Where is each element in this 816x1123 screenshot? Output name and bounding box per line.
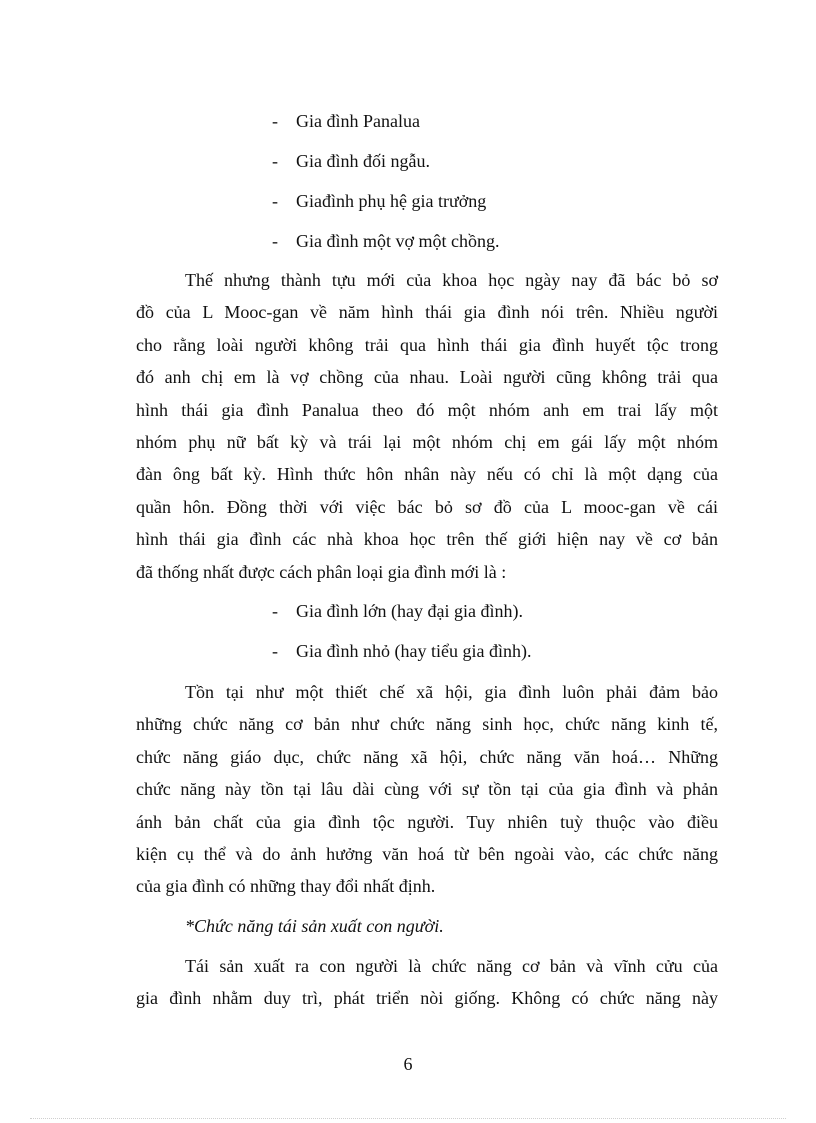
family-types-list (272, 101, 500, 261)
list-item: - Giađình phụ hệ gia trưởng (272, 181, 500, 221)
list-item: - Gia đình một vợ một chồng. (272, 221, 500, 261)
family-classification-list (272, 591, 531, 671)
list-item: - Gia đình lớn (hay đại gia đình). (272, 591, 531, 631)
paragraph-family-functions: Tồn tại như một thiết chế xã hội, gia đình luôn phải đảm bảo những chức năng cơ bản như chức năng sinh học, chức năng kinh tế, chức năng giáo dục, chức năng xã hội, chức năng văn hoá… Những chức năng này tồn tại lâu dài cùng với sự tồn tại của gia đình và phản ánh bản chất của gia đình tộc người. Tuy nhiên tuỳ thuộc vào điều kiện cụ thể và do ảnh hưởng văn hoá từ bên ngoài vào, các chức năng của gia đình có những thay đổi nhất định. (136, 682, 718, 897)
list-item: - Gia đình nhỏ (hay tiểu gia đình). (272, 631, 531, 671)
list-dash: - (272, 111, 278, 131)
list-item: - Gia đình đối ngẫu. (272, 141, 500, 181)
list-item: - Gia đình Panalua (272, 101, 500, 141)
section-subheading: *Chức năng tái sản xuất con người. (185, 916, 444, 936)
page-number: 6 (403, 1054, 413, 1074)
list-dash: - (272, 601, 278, 621)
list-dash: - (272, 191, 278, 211)
list-dash: - (272, 641, 278, 661)
list-dash: - (272, 151, 278, 171)
paragraph-reproduction: Tái sản xuất ra con người là chức năng cơ bản và vĩnh cửu của gia đình nhằm duy trì, phát triển nòi giống. Không có chức năng này (136, 956, 718, 1009)
list-dash: - (272, 231, 278, 251)
paragraph-morgan-critique: Thế nhưng thành tựu mới của khoa học ngày nay đã bác bỏ sơ đồ của L Mooc-gan về năm hình thái gia đình nói trên. Nhiều người cho rằng loài người không trải qua hình thái gia đình huyết tộc trong đó anh chị em là vợ chồng của nhau. Loài người cũng không trải qua hình thái gia đình Panalua theo đó một nhóm anh em trai lấy một nhóm phụ nữ bất kỳ và trái lại một nhóm chị em gái lấy một nhóm đàn ông bất kỳ. Hình thức hôn nhân này nếu có chỉ là một dạng của quần hôn. Đồng thời với việc bác bỏ sơ đồ của L mooc-gan về cái hình thái gia đình các nhà khoa học trên thế giới hiện nay về cơ bản đã thống nhất được cách phân loại gia đình mới là : (136, 270, 718, 582)
page-bottom-border (30, 1118, 786, 1119)
